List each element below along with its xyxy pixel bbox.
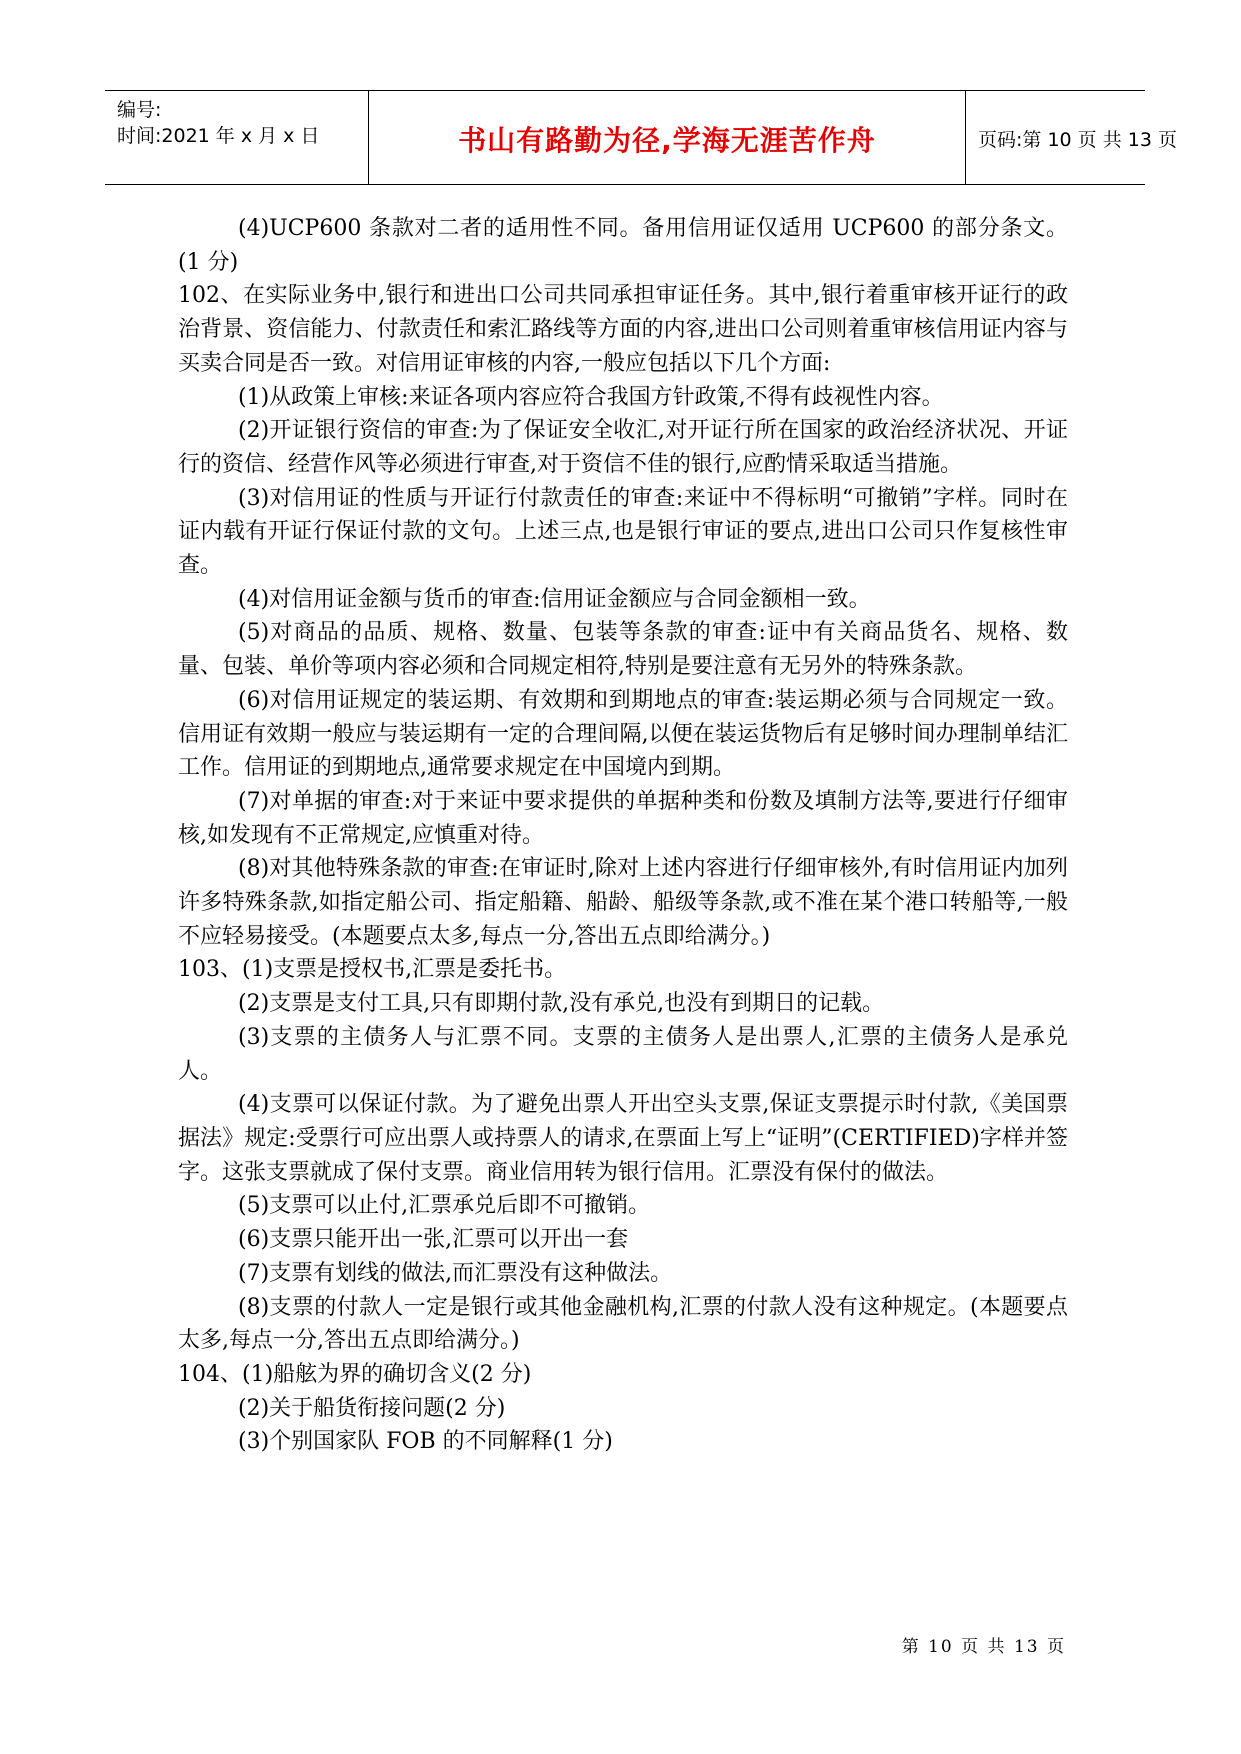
body-paragraph: (4)UCP600 条款对二者的适用性不同。备用信用证仅适用 UCP600 的部分条文。(1 分) [178,216,1068,275]
body-paragraph: (4)支票可以保证付款。为了避免出票人开出空头支票,保证支票提示时付款,《美国票据法》规定:受票行可应出票人或持票人的请求,在票面上写上“证明”(CERTIFIED)字样并签字。这张支票就成了保付支票。商业信用转为银行信用。汇票没有保付的做法。 [178,1092,1068,1185]
body-paragraph: (5)支票可以止付,汇票承兑后即不可撤销。 [238,1193,651,1219]
body-paragraph: (7)支票有划线的做法,而汇票没有这种做法。 [238,1260,673,1286]
body-paragraph: (1)从政策上审核:来证各项内容应符合我国方针政策,不得有歧视性内容。 [238,384,944,410]
document-body [178,212,1068,1459]
body-paragraph: (8)对其他特殊条款的审查:在审证时,除对上述内容进行仔细审核外,有时信用证内加列许多特殊条款,如指定船公司、指定船籍、船龄、船级等条款,或不准在某个港口转船等,一般不应轻易接受。(本题要点太多,每点一分,答出五点即给满分。) [178,856,1068,949]
header-meta-cell [105,91,369,184]
body-paragraph: (2)关于船货衔接问题(2 分) [238,1395,506,1421]
body-paragraph: (6)支票只能开出一张,汇票可以开出一套 [238,1227,629,1253]
body-paragraph: (5)对商品的品质、规格、数量、包装等条款的审查:证中有关商品货名、规格、数量、包装、单价等项内容必须和合同规定相符,特别是要注意有无另外的特殊条款。 [178,620,1068,680]
header-page-info: 页码:第 10 页 共 13 页 [978,129,1177,151]
body-paragraph: 102、在实际业务中,银行和进出口公司共同承担审证任务。其中,银行着重审核开证行的政治背景、资信能力、付款责任和索汇路线等方面的内容,进出口公司则着重审核信用证内容与买卖合同是否一致。对信用证审核的内容,一般应包括以下几个方面: [178,283,1068,376]
page-header [105,90,1177,185]
body-paragraph: (6)对信用证规定的装运期、有效期和到期地点的审查:装运期必须与合同规定一致。信用证有效期一般应与装运期有一定的合理间隔,以便在装运货物后有足够时间办理制单结汇工作。信用证的到期地点,通常要求规定在中国境内到期。 [178,687,1068,781]
document-time-label: 时间:2021 年 x 月 x 日 [117,125,320,147]
document-number-label: 编号: [117,99,162,121]
body-paragraph: 103、(1)支票是授权书,汇票是委托书。 [178,957,567,983]
body-paragraph: (2)支票是支付工具,只有即期付款,没有承兑,也没有到期日的记载。 [238,991,885,1017]
body-paragraph: (7)对单据的审查:对于来证中要求提供的单据种类和份数及填制方法等,要进行仔细审核,如发现有不正常规定,应慎重对待。 [178,788,1068,848]
header-page-cell [966,91,1177,184]
page-footer: 第 10 页 共 13 页 [901,1637,1066,1657]
body-paragraph: (3)对信用证的性质与开证行付款责任的审查:来证中不得标明“可撤销”字样。同时在证内载有开证行保证付款的文句。上述三点,也是银行审证的要点,进出口公司只作复核性审查。 [178,485,1068,579]
body-paragraph: (3)个别国家队 FOB 的不同解释(1 分) [238,1429,613,1455]
body-paragraph: 104、(1)船舷为界的确切含义(2 分) [178,1361,532,1387]
body-paragraph: (2)开证银行资信的审查:为了保证安全收汇,对开证行所在国家的政治经济状况、开证行的资信、经营作风等必须进行审查,对于资信不佳的银行,应酌情采取适当措施。 [178,418,1068,477]
header-motto-cell [369,91,966,184]
body-paragraph: (8)支票的付款人一定是银行或其他金融机构,汇票的付款人没有这种规定。(本题要点太多,每点一分,答出五点即给满分。) [178,1294,1068,1354]
body-paragraph: (4)对信用证金额与货币的审查:信用证金额应与合同金额相一致。 [238,586,871,612]
body-paragraph: (3)支票的主债务人与汇票不同。支票的主债务人是出票人,汇票的主债务人是承兑人。 [178,1024,1068,1084]
header-motto: 书山有路勤为径,学海无涯苦作舟 [458,124,876,157]
